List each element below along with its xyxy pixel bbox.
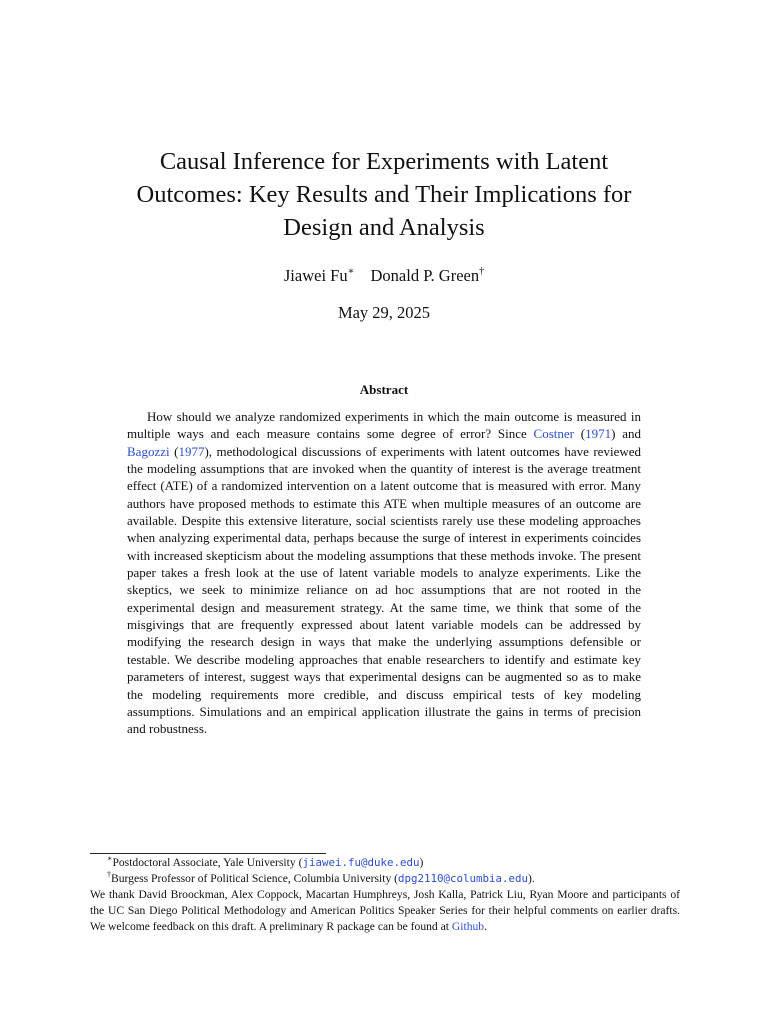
footnote-2-close: ). (528, 872, 535, 885)
author-2-name: Donald P. Green (370, 266, 480, 285)
footnote-1-text: Postdoctoral Associate, Yale University ( (112, 856, 303, 869)
citation-costner-open: ( (574, 426, 586, 442)
citation-bagozzi-close: ) (204, 443, 209, 459)
author-1 (284, 266, 355, 286)
abstract-part-1: How should we analyze randomized experiments in which the main outcome is measured in multiple ways and each measure contains some degree of error? Since (127, 409, 641, 442)
paper-date: May 29, 2025 (337, 303, 431, 322)
footnote-1-mark: ∗ (107, 854, 113, 863)
author-1-footnote-mark[interactable]: ∗ (347, 266, 355, 277)
footnotes (90, 855, 680, 935)
footnote-2 (90, 871, 680, 887)
email-link-fu[interactable]: jiawei.fu@duke.edu (302, 856, 420, 869)
citation-costner-close: ) (611, 426, 616, 442)
citation-bagozzi-year[interactable]: 1977 (178, 443, 205, 459)
footnote-2-mark: † (107, 870, 111, 879)
abstract-part-3: , methodological discussions of experiments with latent outcomes have reviewed the modeling assumptions that are invoked when the quantity of interest is the average treatment effect (ATE) of a randomized intervention on a latent outcome that is measured with error. Many authors have proposed methods to estimate this ATE when multiple measures of an outcome are available. Despite this extensive literature, social scientists rarely use these modeling approaches when analyzing experimental data, perhaps because the surge of interest in experiments coincides with increased skepticism about the modeling assumptions that these methods invoke. The present paper takes a fresh look at the use of latent variable models to analyze experiments. Like the skeptics, we seek to minimize reliance on ad hoc assumptions that are not rooted in the experimental design and measurement strategy. At the same time, we think that some of the misgivings that are frequently expressed about latent variable models can be addressed by modifying the research design in ways that make the underlying assumptions defensible or testable. We describe modeling approaches that enable researchers to identify and estimate key parameters of interest, suggest ways that experimental designs can be augmented so as to make the modeling requirements more credible, and discuss empirical tests of key modeling assumptions. Simulations and an empirical application illustrate the gains in terms of precision and robustness. (127, 443, 641, 737)
citation-costner-year[interactable]: 1971 (585, 426, 612, 442)
title-line-2: Outcomes: Key Results and Their Implications for (136, 181, 632, 208)
footnote-1 (90, 855, 680, 871)
title-line-3: Design and Analysis (283, 214, 485, 241)
citation-bagozzi-author[interactable]: Bagozzi (127, 443, 170, 459)
author-2-footnote-mark[interactable]: † (479, 266, 485, 277)
acknowledgements (90, 887, 680, 935)
email-link-green[interactable]: dpg2110@columbia.edu (398, 872, 529, 885)
author-1-name: Jiawei Fu (283, 266, 348, 285)
abstract-text (127, 408, 641, 738)
citation-costner-author[interactable]: Costner (533, 426, 574, 442)
abstract-part-2: and (615, 426, 641, 442)
acknowledgements-text: We thank David Broockman, Alex Coppock, Macartan Humphreys, Josh Kalla, Patrick Liu, Ryan Moore and participants of the UC San Diego Political Methodology and American Politics Speaker Series for their helpful comments on earlier drafts. We welcome feedback on this draft. A preliminary R package can be found at (90, 888, 680, 933)
author-list (0, 266, 768, 286)
title-line-1: Causal Inference for Experiments with Latent (159, 148, 609, 175)
acknowledgements-end: . (484, 920, 488, 933)
github-link[interactable]: Github (451, 920, 485, 933)
citation-bagozzi-open: ( (169, 443, 179, 459)
author-2 (371, 266, 485, 286)
footnote-rule (90, 853, 326, 854)
abstract-heading: Abstract (359, 382, 409, 397)
footnote-1-close: ) (419, 856, 424, 869)
footnote-2-text: Burgess Professor of Political Science, Columbia University ( (111, 872, 399, 885)
paper-title (84, 145, 684, 244)
